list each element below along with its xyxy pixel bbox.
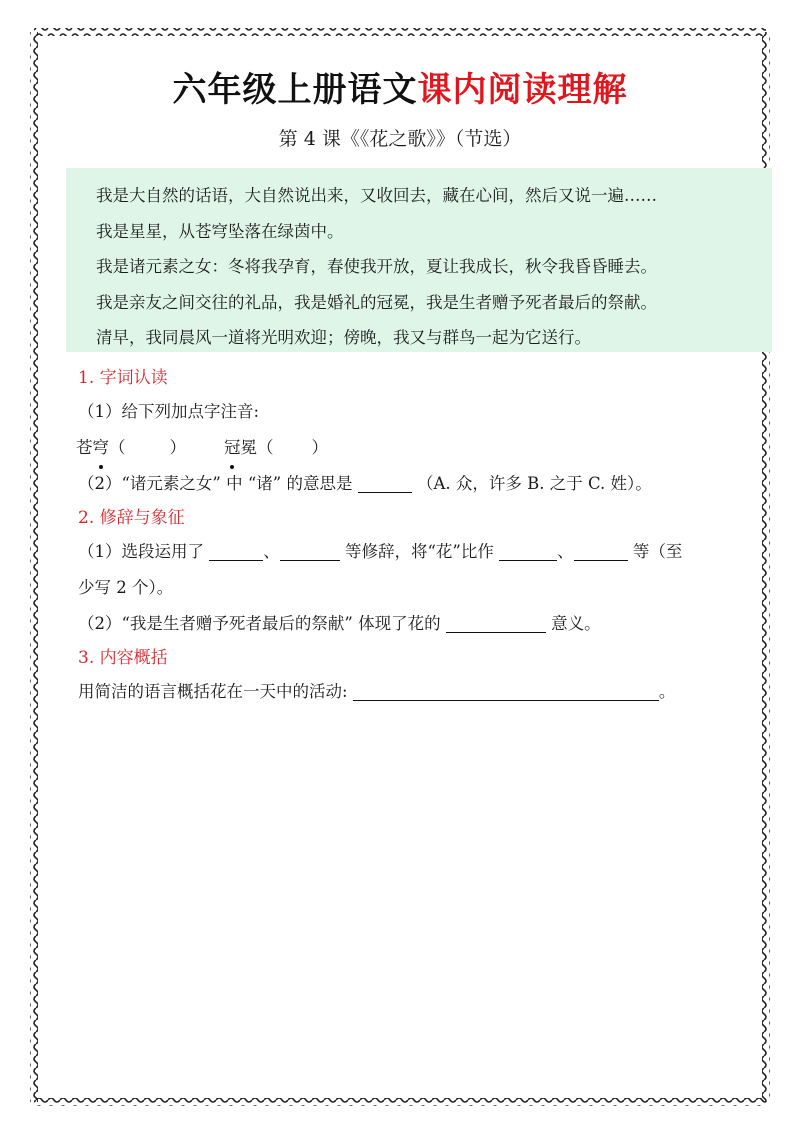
word-char: 苍 xyxy=(76,438,93,457)
word-char: 冕 xyxy=(240,438,257,457)
pinyin-row xyxy=(76,430,758,466)
dotted-char-guan: 冠 xyxy=(224,430,241,466)
answer-blank[interactable] xyxy=(499,538,557,561)
word-cangqiong xyxy=(76,438,109,457)
paren-open: （ xyxy=(109,438,126,457)
word-guanmian xyxy=(224,438,257,457)
reading-passage xyxy=(66,168,772,352)
question-2-2-prefix: （2）“我是生者赠予死者最后的祭献” 体现了花的 xyxy=(78,614,441,633)
question-1-1 xyxy=(78,394,758,430)
question-2-1-continued xyxy=(78,570,758,606)
section-title-rhetoric: 2. 修辞与象征 xyxy=(78,508,185,528)
question-2-2-suffix: 意义。 xyxy=(551,614,601,633)
question-1-2 xyxy=(78,466,758,502)
paren-open: （ xyxy=(257,438,274,457)
question-1-2-options: （A. 众，许多 B. 之于 C. 姓）。 xyxy=(416,474,652,493)
passage-line: 我是亲友之间交往的礼品，我是婚礼的冠冕，我是生者赠予死者最后的祭献。 xyxy=(96,292,657,312)
question-2-1-wrap: 少写 2 个）。 xyxy=(78,578,174,597)
section-title-word-reading: 1. 字词认读 xyxy=(78,368,168,388)
section-title-summary: 3. 内容概括 xyxy=(78,648,168,668)
question-3-1-prefix: 用简洁的语言概括花在一天中的活动: xyxy=(78,682,348,701)
answer-blank[interactable] xyxy=(280,538,340,561)
question-1-1-prompt: （1）给下列加点字注音: xyxy=(78,402,260,421)
passage-line: 我是星星，从苍穹坠落在绿茵中。 xyxy=(96,221,344,241)
separator: 、 xyxy=(263,542,280,561)
answer-blank[interactable] xyxy=(446,610,546,633)
question-2-1-mid: 等修辞，将“花”比作 xyxy=(345,542,494,561)
answer-blank[interactable] xyxy=(209,538,263,561)
question-2-1 xyxy=(78,534,758,570)
question-3-1-suffix: 。 xyxy=(658,682,676,701)
passage-line: 我是大自然的话语，大自然说出来，又收回去，藏在心间，然后又说一遍…… xyxy=(96,186,657,205)
passage-line: 我是诸元素之女：冬将我孕育，春使我开放，夏让我成长，秋令我昏昏睡去。 xyxy=(96,257,657,276)
question-1-2-prefix: （2）“诸元素之女” 中 “诸” 的意思是 xyxy=(78,474,353,493)
dotted-char-qiong: 穹 xyxy=(93,430,110,466)
question-3-1 xyxy=(78,674,758,710)
answer-blank[interactable] xyxy=(353,678,659,701)
question-2-1-prefix: （1）选段运用了 xyxy=(78,542,204,561)
questions xyxy=(78,362,758,710)
answer-blank[interactable] xyxy=(358,470,412,493)
question-2-1-end: 等（至 xyxy=(632,542,683,561)
lesson-subtitle: 第 4 课《《花之歌》》（节选） xyxy=(278,128,522,150)
question-2-2 xyxy=(78,606,758,642)
passage-line: 清早，我同晨风一道将光明欢迎；傍晚，我又与群鸟一起为它送行。 xyxy=(96,328,591,347)
title-topic: 课内阅读理解 xyxy=(417,70,628,110)
paren-close: ） xyxy=(311,438,328,457)
answer-blank[interactable] xyxy=(574,538,628,561)
worksheet-title xyxy=(0,62,800,111)
separator: 、 xyxy=(557,542,574,561)
title-grade-subject: 六年级上册语文 xyxy=(172,70,418,110)
paren-close: ） xyxy=(169,438,186,457)
